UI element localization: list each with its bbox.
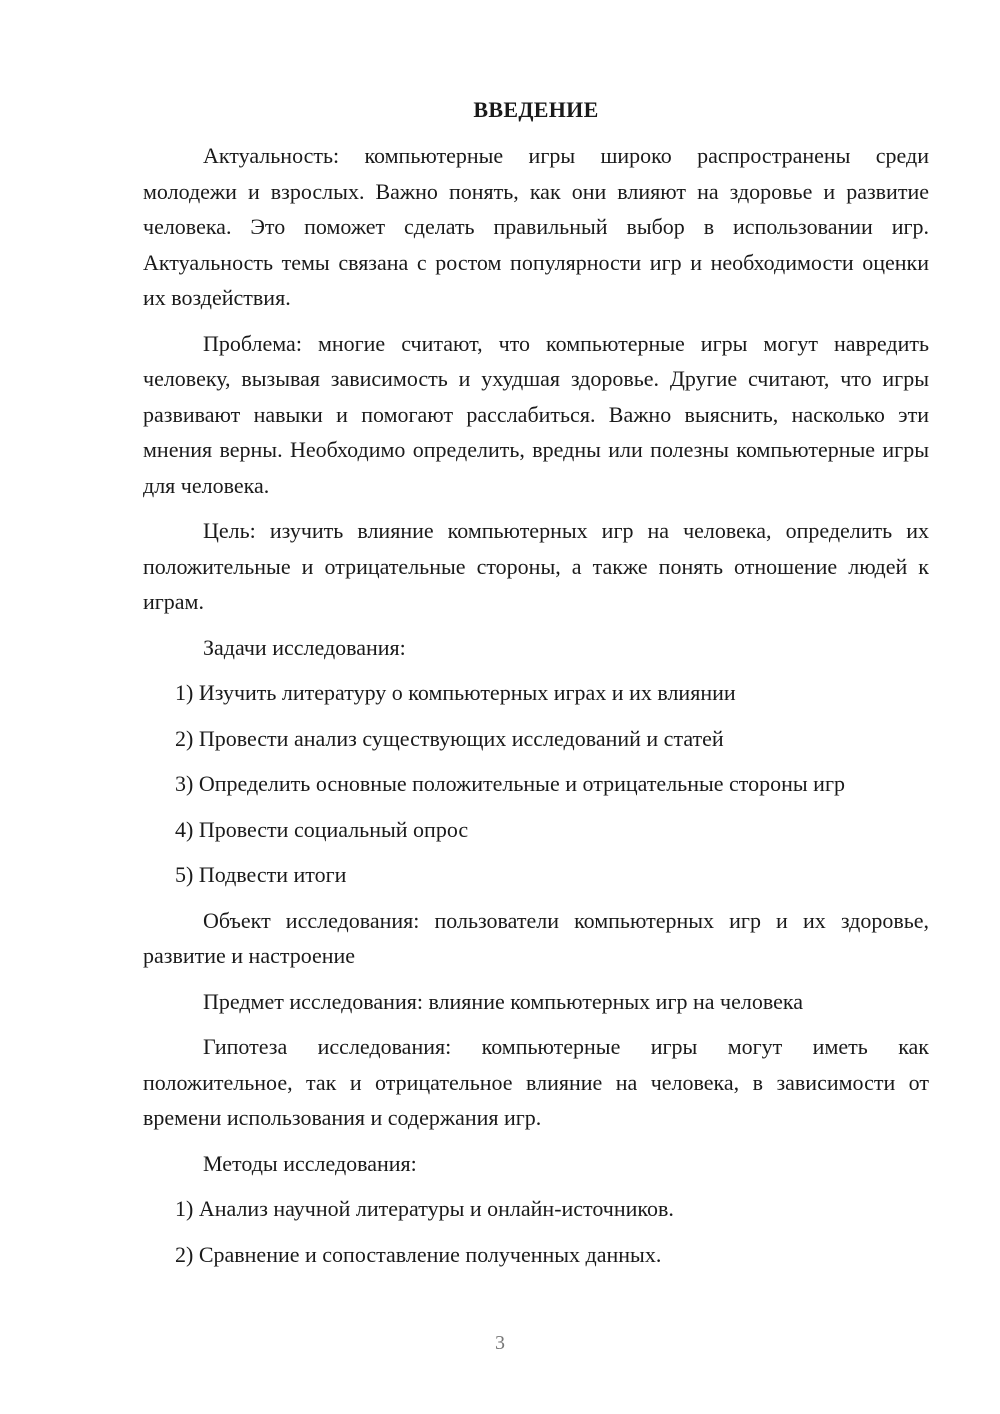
object-paragraph: Объект исследования: пользователи компьютерных игр и их здоровье, развитие и настроение (143, 907, 929, 968)
page-number: 3 (495, 1332, 505, 1354)
document-page (143, 94, 929, 1282)
tasks-heading: Задачи исследования: (203, 634, 406, 660)
page-title: ВВЕДЕНИЕ (473, 97, 599, 122)
task-item: 4) Провести социальный опрос (175, 816, 469, 842)
hypothesis-paragraph: Гипотеза исследования: компьютерные игры могут иметь как положительное, так и отрицательное влияние на человека, в зависимости от времени использования и содержания игр. (143, 1034, 929, 1130)
goal-paragraph: Цель: изучить влияние компьютерных игр на человека, определить их положительные и отрицательные стороны, а также понять отношение людей к играм. (143, 518, 929, 614)
task-item: 1) Изучить литературу о компьютерных играх и их влиянии (175, 680, 736, 705)
task-item: 3) Определить основные положительные и отрицательные стороны игр (175, 771, 845, 796)
subject-paragraph: Предмет исследования: влияние компьютерных игр на человека (203, 988, 803, 1014)
task-item: 2) Провести анализ существующих исследований и статей (175, 725, 724, 751)
problem-paragraph: Проблема: многие считают, что компьютерные игры могут навредить человеку, вызывая зависимость и ухудшая здоровье. Другие считают, что игры развивают навыки и помогают расслабиться. Важно выяснить, насколько эти мнения верны. Необходимо определить, вредны или полезны компьютерные игры для человека. (143, 330, 929, 498)
methods-heading: Методы исследования: (203, 1150, 417, 1176)
task-item: 5) Подвести итоги (175, 862, 347, 887)
relevance-paragraph: Актуальность: компьютерные игры широко распространены среди молодежи и взрослых. Важно понять, как они влияют на здоровье и развитие человека. Это поможет сделать правильный выбор в использовании игр. Актуальность темы связана с ростом популярности игр и необходимости оценки их воздействия. (143, 143, 929, 310)
method-item: 2) Сравнение и сопоставление полученных данных. (175, 1241, 662, 1267)
method-item: 1) Анализ научной литературы и онлайн-источников. (175, 1196, 674, 1221)
